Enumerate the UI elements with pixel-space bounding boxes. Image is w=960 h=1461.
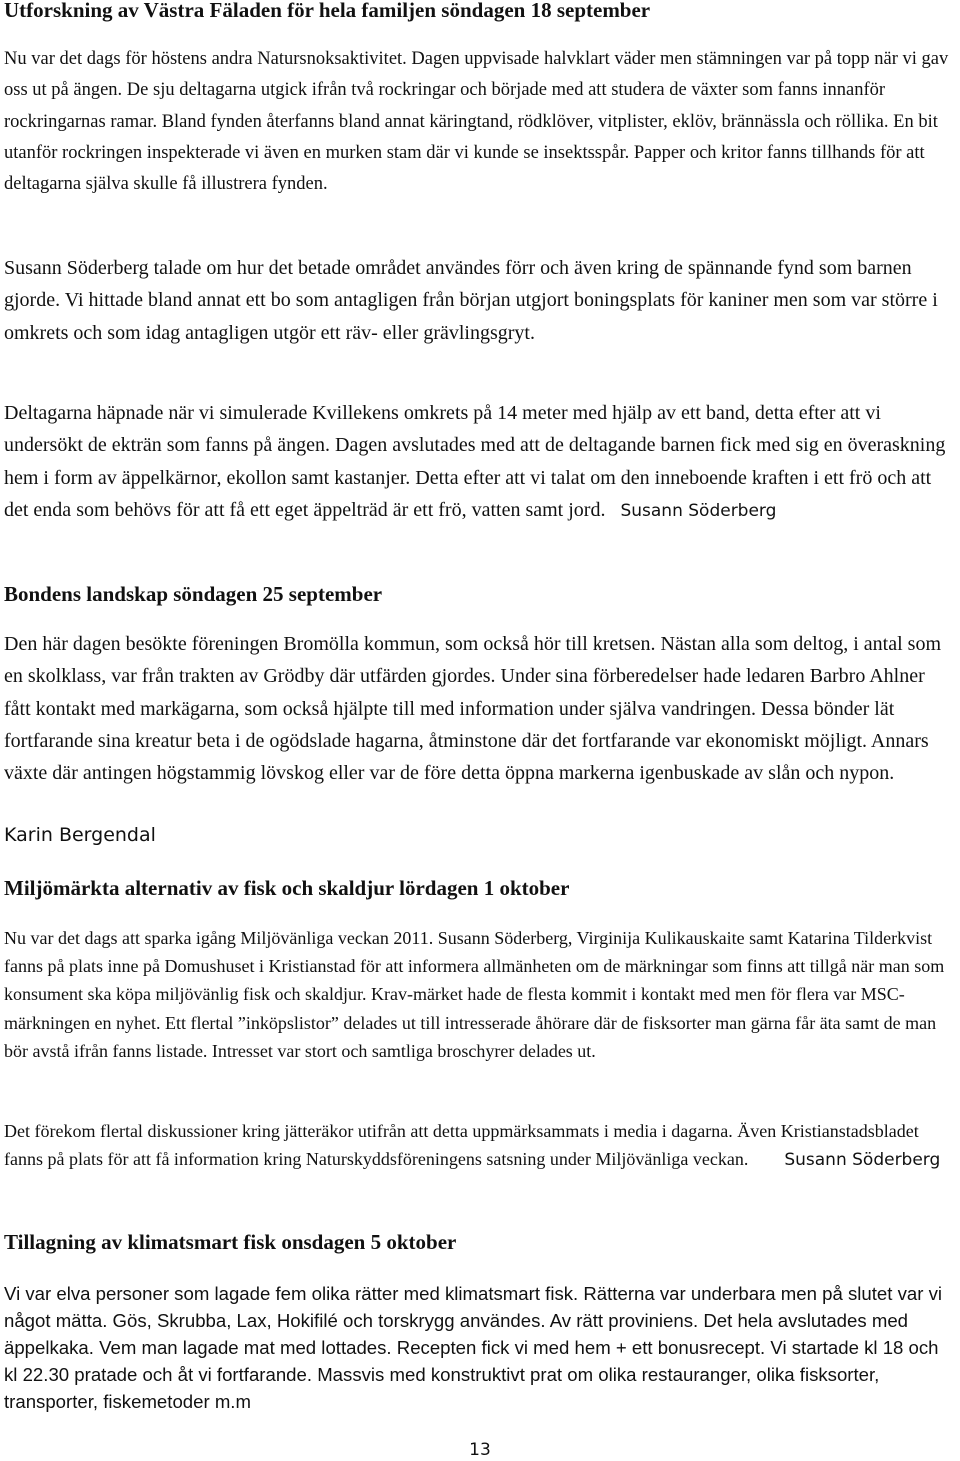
section-1-paragraph-3 — [4, 397, 954, 527]
section-2-signature: Karin Bergendal — [4, 824, 156, 846]
section-heading-4: Tillagning av klimatsmart fisk onsdagen 5 oktober — [4, 1230, 457, 1254]
section-heading-1: Utforskning av Västra Fäladen för hela familjen söndagen 18 september — [4, 0, 651, 22]
section-heading-2: Bondens landskap söndagen 25 september — [4, 582, 383, 606]
section-heading-3: Miljömärkta alternativ av fisk och skaldjur lördagen 1 oktober — [4, 876, 570, 900]
section-2-paragraph-1: Den här dagen besökte föreningen Bromölla kommun, som också hör till kretsen. Nästan alla som deltog, i antal som en skolklass, var från trakten av Grödby där utfärden gjordes. Under sina förberedelser hade ledaren Barbro Ahlner fått kontakt med markägarna, som också hjälpte till med information under själva vandringen. Dessa bönder lät fortfarande sina kreatur beta i de ogödslade hagarna, åtminstone där det fortfarande var ekonomiskt möjligt. Annars växte där antingen högstammig lövskog eller var de före detta öppna markerna igenbuskade av slån och nypon. — [4, 633, 942, 785]
section-3-paragraph-2-text: Det förekom flertal diskussioner kring jätteräkor utifrån att detta uppmärksammats i media i dagarna. Även Kristianstadsbladet fanns på plats för att få information kring Naturskyddsföreningens satsning under Miljövänliga veckan. — [4, 1121, 919, 1170]
section-4-paragraph-1: Vi var elva personer som lagade fem olika rätter med klimatsmart fisk. Rätterna var underbara men på slutet var vi något mätta. Gös, Skrubba, Lax, Hokifilé och torskrygg användes. Av rätt proviniens. Det hela avslutades med äppelkaka. Vem man lagade mat med lottades. Recepten fick vi med hem + ett bonusrecept. Vi startade kl 18 och kl 22.30 pratade och åt vi fortfarande. Massvis med konstruktivt prat om olika restauranger, olika fisksorter, transporter, fiskemetoder m.m — [4, 1283, 943, 1412]
section-3-paragraph-2 — [4, 1117, 954, 1174]
section-1-paragraph-1: Nu var det dags för höstens andra Natursnoksaktivitet. Dagen uppvisade halvklart väder men stämningen var på topp när vi gav oss ut på ängen. De sju deltagarna utgick ifrån två rockringar och började med att studera de växter som fanns innanför rockringarnas ramar. Bland fynden återfanns bland annat käringtand, rödklöver, vitplister, eklöv, brännässla och röllika. En bit utanför rockringen inspekterade vi även en murken stam där vi kunde se insektsspår. Papper och kritor fanns tillhands för att deltagarna själva skulle få illustrera fynden. — [4, 49, 949, 195]
section-3-signature: Susann Söderberg — [784, 1150, 941, 1171]
section-1-signature: Susann Söderberg — [620, 500, 777, 521]
page-number: 13 — [469, 1440, 491, 1460]
section-1-paragraph-3-text: Deltagarna häpnade när vi simulerade Kvillekens omkrets på 14 meter med hjälp av ett band, detta efter att vi undersökt de ekträn som fanns på ängen. Dagen avslutades med att de deltagande barnen fick med sig en överaskning hem i form av äppelkärnor, ekollon samt kastanjer. Detta efter att vi talat om den inneboende kraften i ett frö och att det enda som behövs för att få ett eget äppelträd är ett frö, vatten samt jord. — [4, 402, 946, 521]
section-3-paragraph-1: Nu var det dags att sparka igång Miljövänliga veckan 2011. Susann Söderberg, Virginija Kulikauskaite samt Katarina Tilderkvist fanns på plats inne på Domushuset i Kristianstad för att informera allmänheten om de märkningar som finns att tillgå när man som konsument ska köpa miljövänlig fisk och skaldjur. Krav-märket hade de flesta kommit i kontakt med men för flera var MSC-märkningen en nyhet. Ett flertal ”inköpslistor” delades ut till intresserade åhörare där de fisksorter man gärna får äta samt de man bör avstå ifrån fanns listade. Intresset var stort och samtliga broschyrer delades ut. — [4, 928, 945, 1061]
section-1-paragraph-2: Susann Söderberg talade om hur det betade området användes förr och även kring de spännande fynd som barnen gjorde. Vi hittade bland annat ett bo som antagligen från början utgjort boningsplats för kaniner men som var större i omkrets och som idag antagligen utgör ett räv- eller grävlingsgryt. — [4, 257, 938, 344]
